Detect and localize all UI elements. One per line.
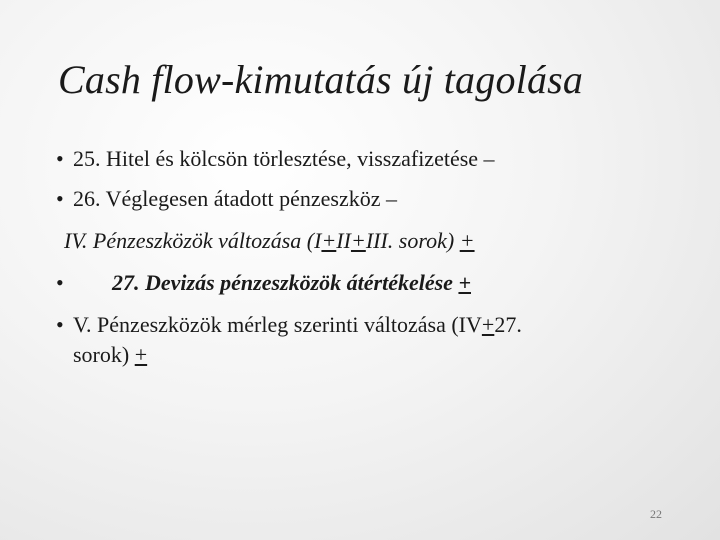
item-text: 27. <box>494 312 522 337</box>
list-item-subtotal <box>64 228 475 254</box>
bullet: • <box>56 312 64 337</box>
item-text: II <box>336 228 351 253</box>
item-text: V. Pénzeszközök mérleg szerinti változása (IV <box>73 312 482 337</box>
item-text: III. sorok) <box>365 228 460 253</box>
plus-minus-sign: + <box>459 228 475 253</box>
item-text: 27. Devizás pénzeszközök átértékelése <box>112 270 459 295</box>
bullet: • <box>56 270 64 295</box>
list-item <box>56 186 397 212</box>
bullet: • <box>56 186 64 211</box>
page-number: 22 <box>650 507 662 521</box>
item-text: IV. Pénzeszközök változása (I <box>64 228 322 253</box>
item-text: 26. Véglegesen átadott pénzeszköz – <box>73 186 397 211</box>
plus-minus-sign: + <box>481 312 495 337</box>
bullet: • <box>56 146 64 171</box>
list-item-continuation <box>73 342 147 368</box>
plus-minus-sign: + <box>134 342 148 367</box>
item-text: 25. Hitel és kölcsön törlesztése, visszafizetése – <box>73 146 495 171</box>
slide-title: Cash flow-kimutatás új tagolása <box>58 57 584 102</box>
plus-minus-sign: + <box>321 228 337 253</box>
list-item <box>56 146 495 172</box>
plus-minus-sign: + <box>350 228 366 253</box>
plus-minus-sign: + <box>458 270 471 295</box>
list-item <box>56 270 471 296</box>
list-item <box>56 312 522 338</box>
item-text: sorok) <box>73 342 135 367</box>
